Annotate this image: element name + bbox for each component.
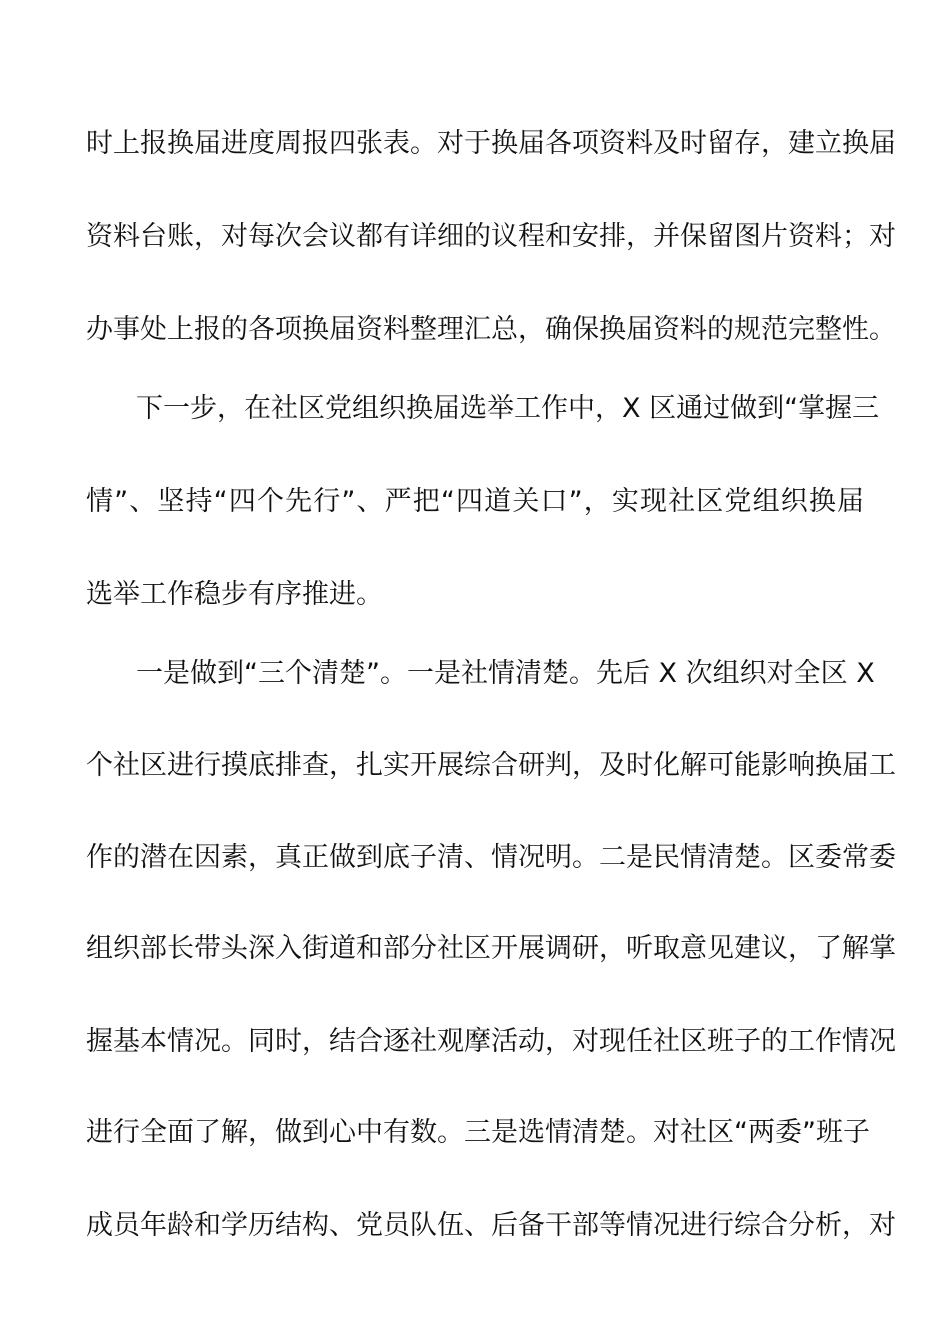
text-line: 组织部长带头深入街道和部分社区开展调研，听取意见建议，了解掌 xyxy=(86,933,896,964)
text-line: 资料台账，对每次会议都有详细的议程和安排，并保留图片资料；对 xyxy=(86,221,896,252)
text-line: 作的潜在因素，真正做到底子清、情况明。二是民情清楚。区委常委 xyxy=(86,842,896,873)
text-line: 情”、坚持“四个先行”、严把“四道关口”，实现社区党组织换届 xyxy=(86,486,864,517)
text-line: 成员年龄和学历结构、党员队伍、后备干部等情况进行综合分析，对 xyxy=(86,1210,896,1241)
paragraph-first-line: 一是做到“三个清楚”。一是社情清楚。先后 X 次组织对全区 X xyxy=(136,658,875,689)
text-line: 个社区进行摸底排查，扎实开展综合研判，及时化解可能影响换届工 xyxy=(86,750,896,781)
text-line: 办事处上报的各项换届资料整理汇总，确保换届资料的规范完整性。 xyxy=(86,314,896,345)
text-line: 选举工作稳步有序推进。 xyxy=(86,579,383,610)
paragraph-first-line: 下一步，在社区党组织换届选举工作中，X 区通过做到“掌握三 xyxy=(136,393,880,424)
text-line: 进行全面了解，做到心中有数。三是选情清楚。对社区“两委”班子 xyxy=(86,1117,870,1148)
text-line: 时上报换届进度周报四张表。对于换届各项资料及时留存，建立换届 xyxy=(86,128,896,159)
text-line: 握基本情况。同时，结合逐社观摩活动，对现任社区班子的工作情况 xyxy=(86,1026,896,1057)
